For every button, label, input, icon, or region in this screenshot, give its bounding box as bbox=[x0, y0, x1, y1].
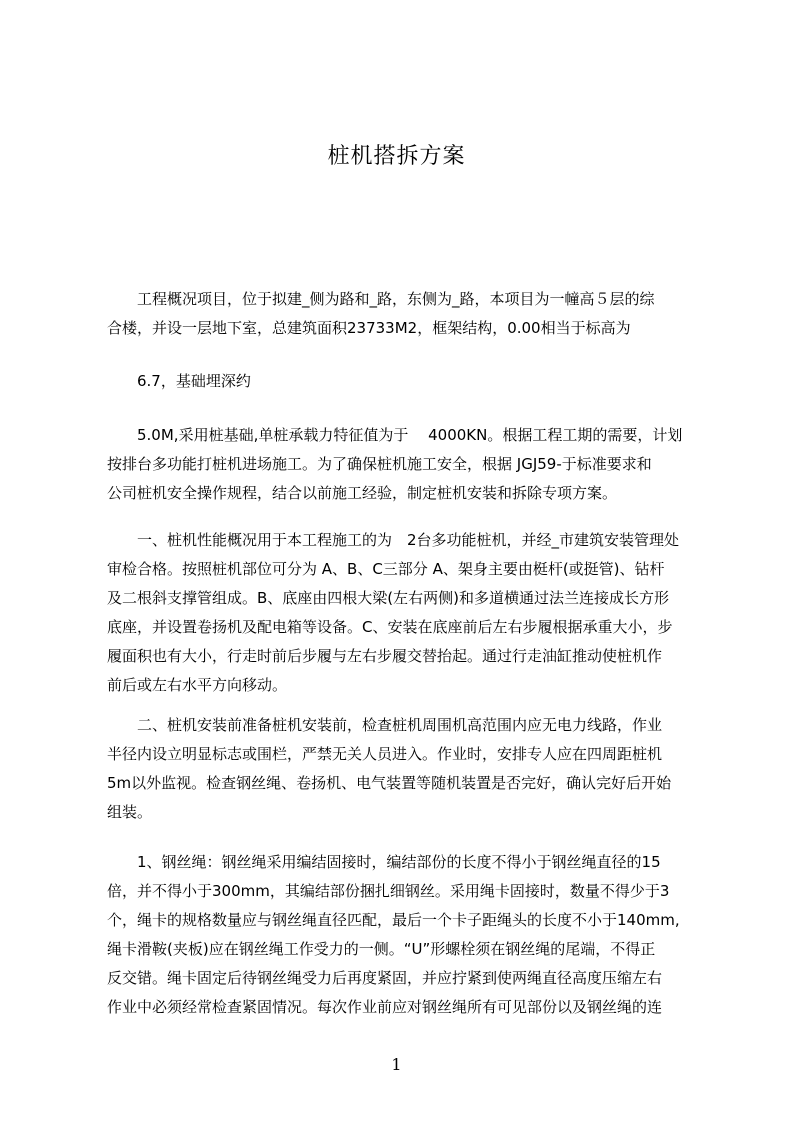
text-line: 及二根斜支撑管组成。B、底座由四根大梁(左右两侧)和多道横通过法兰连接成长方形 bbox=[107, 589, 669, 607]
text-line: 绳卡滑鞍(夹板)应在钢丝绳工作受力的一侧。“U”形螺栓须在钢丝绳的尾端，不得正 bbox=[107, 940, 656, 958]
section-one-machine-performance bbox=[107, 526, 700, 700]
page-number: 1 bbox=[391, 1055, 402, 1074]
text-line: 倍，并不得小于300mm，其编结部份捆扎细钢丝。采用绳卡固接时，数量不得少于3 bbox=[107, 882, 670, 900]
text-line: 作业中必须经常检查紧固情况。每次作业前应对钢丝绳所有可见部份以及钢丝绳的连 bbox=[107, 998, 663, 1016]
text-line: 1、钢丝绳：钢丝绳采用编结固接时，编结部份的长度不得小于钢丝绳直径的15 bbox=[137, 853, 661, 871]
text-line: 6.7，基础埋深约 bbox=[137, 372, 251, 390]
section-two-installation-preparation bbox=[107, 711, 700, 827]
item-one-wire-rope bbox=[107, 848, 700, 1022]
text-line: 公司桩机安全操作规程，结合以前施工经验，制定桩机安装和拆除专项方案。 bbox=[107, 484, 618, 502]
text-line: 底座，并设置卷扬机及配电箱等设备。C、安装在底座前后左右步履根据承重大小，步 bbox=[107, 618, 673, 636]
paragraph-foundation-depth bbox=[107, 367, 700, 396]
text-line: 按排台多功能打桩机进场施工。为了确保桩机施工安全，根据 JGJ59-于标准要求和 bbox=[107, 455, 652, 473]
paragraph-pile-foundation bbox=[107, 421, 700, 508]
text-line: 半径内设立明显标志或围栏，严禁无关人员进入。作业时，安排专人应在四周距桩机 bbox=[107, 745, 663, 763]
text-line: 工程概况项目，位于拟建_侧为路和_路，东侧为_路，本项目为一幢高５层的综 bbox=[137, 290, 655, 308]
text-line: 反交错。绳卡固定后待钢丝绳受力后再度紧固，并应拧紧到使两绳直径高度压缩左右 bbox=[107, 969, 663, 987]
text-line: 前后或左右水平方向移动。 bbox=[107, 676, 288, 694]
text-line: 组装。 bbox=[107, 803, 153, 821]
text-line: 审检合格。按照桩机部位可分为 A、B、C三部分 A、架身主要由梃杆(或挺管)、钻杆 bbox=[107, 560, 665, 578]
paragraph-project-overview bbox=[107, 285, 700, 343]
text-line: 合楼，并设一层地下室，总建筑面积23733M2，框架结构，0.00相当于标高为 bbox=[107, 319, 631, 337]
text-line: 个，绳卡的规格数量应与钢丝绳直径匹配，最后一个卡子距绳头的长度不小于140mm, bbox=[107, 911, 680, 929]
text-line: 一、桩机性能概况用于本工程施工的为 2台多功能桩机，并经_市建筑安装管理处 bbox=[137, 531, 680, 549]
text-line: 二、桩机安装前准备桩机安装前，检查桩机周围机高范围内应无电力线路，作业 bbox=[137, 716, 663, 734]
document-title: 桩机搭拆方案 bbox=[327, 144, 466, 169]
text-line: 5m以外监视。检查钢丝绳、卷扬机、电气装置等随机装置是否完好，确认完好后开始 bbox=[107, 774, 672, 792]
text-line: 5.0M,采用桩基础,单桩承载力特征值为于 4000KN。根据工程工期的需要，计划 bbox=[137, 426, 683, 444]
text-line: 履面积也有大小，行走时前后步履与左右步履交替抬起。通过行走油缸推动使桩机作 bbox=[107, 647, 663, 665]
